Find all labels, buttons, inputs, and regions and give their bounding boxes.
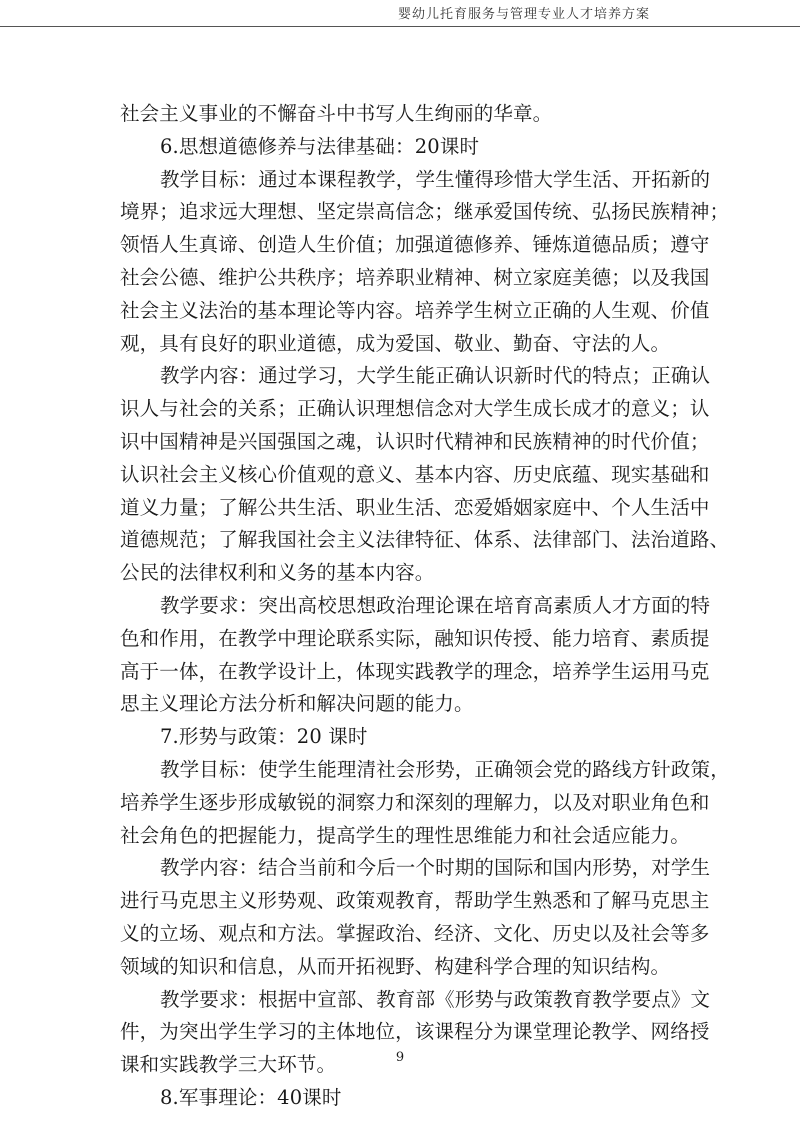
page-number: 9 [395,1050,405,1065]
body-line: 思主义理论方法分析和解决问题的能力。 [120,692,474,716]
body-line: 社会公德、维护公共秩序；培养职业精神、树立家庭美德；以及我国 [120,265,710,289]
body-line: 道德规范；了解我国社会主义法律特征、体系、法律部门、法治道路、 [120,528,730,552]
body-line: 领域的知识和信息，从而开拓视野、构建科学合理的知识结构。 [120,954,671,978]
body-line: 义的立场、观点和方法。掌握政治、经济、文化、历史以及社会等多 [120,921,710,945]
body-line: 社会主义法治的基本理论等内容。培养学生树立正确的人生观、价值 [120,298,710,322]
paragraph-start: 教学目标：通过本课程教学，学生懂得珍惜大学生活、开拓新的 [160,167,711,191]
body-line: 识人与社会的关系；正确认识理想信念对大学生成长成才的意义；认 [120,397,710,421]
body-line: 社会角色的把握能力，提高学生的理性思维能力和社会适应能力。 [120,823,690,847]
body-line: 观，具有良好的职业道德，成为爱国、敬业、勤奋、守法的人。 [120,331,671,355]
body-line: 道义力量；了解公共生活、职业生活、恋爱婚姻家庭中、个人生活中 [120,495,710,519]
body-line: 社会主义事业的不懈奋斗中书写人生绚丽的华章。 [120,102,553,125]
document-title: 婴幼儿托育服务与管理专业人才培养方案 [397,7,650,22]
body-line: 识中国精神是兴国强国之魂，认识时代精神和民族精神的时代价值； [120,429,710,453]
paragraph-start: 教学目标：使学生能理清社会形势，正确领会党的路线方针政策， [160,757,730,781]
paragraph-start: 教学内容：通过学习，大学生能正确认识新时代的特点；正确认 [160,364,711,388]
body-line: 课和实践教学三大环节。 [120,1053,337,1077]
body-line: 件，为突出学生学习的主体地位，该课程分为课堂理论教学、网络授 [120,1020,710,1044]
paragraph-start: 教学内容：结合当前和今后一个时期的国际和国内形势，对学生 [160,856,711,880]
body-line: 培养学生逐步形成敏锐的洞察力和深刻的理解力，以及对职业角色和 [120,790,710,814]
section-heading: 6.思想道德修养与法律基础：20课时 [160,134,480,158]
section-heading: 8.军事理论：40课时 [160,1085,342,1109]
paragraph-start: 教学要求：突出高校思想政治理论课在培育高素质人才方面的特 [160,593,711,617]
body-line: 公民的法律权利和义务的基本内容。 [120,561,435,585]
body-line: 高于一体，在教学设计上，体现实践教学的理念，培养学生运用马克 [120,659,710,683]
page-header [0,0,800,28]
body-line: 境界；追求远大理想、坚定崇高信念；继承爱国传统、弘扬民族精神； [120,200,730,224]
header-divider [0,26,800,27]
body-line: 色和作用，在教学中理论联系实际，融知识传授、能力培育、素质提 [120,626,710,650]
section-heading: 7.形势与政策：20 课时 [160,725,368,749]
document-body [120,98,730,1115]
paragraph-start: 教学要求：根据中宣部、教育部《形势与政策教育教学要点》文 [160,987,711,1011]
body-line: 认识社会主义核心价值观的意义、基本内容、历史底蕴、现实基础和 [120,462,710,486]
body-line: 领悟人生真谛、创造人生价值；加强道德修养、锤炼道德品质；遵守 [120,233,710,257]
body-line: 进行马克思主义形势观、政策观教育，帮助学生熟悉和了解马克思主 [120,889,710,913]
